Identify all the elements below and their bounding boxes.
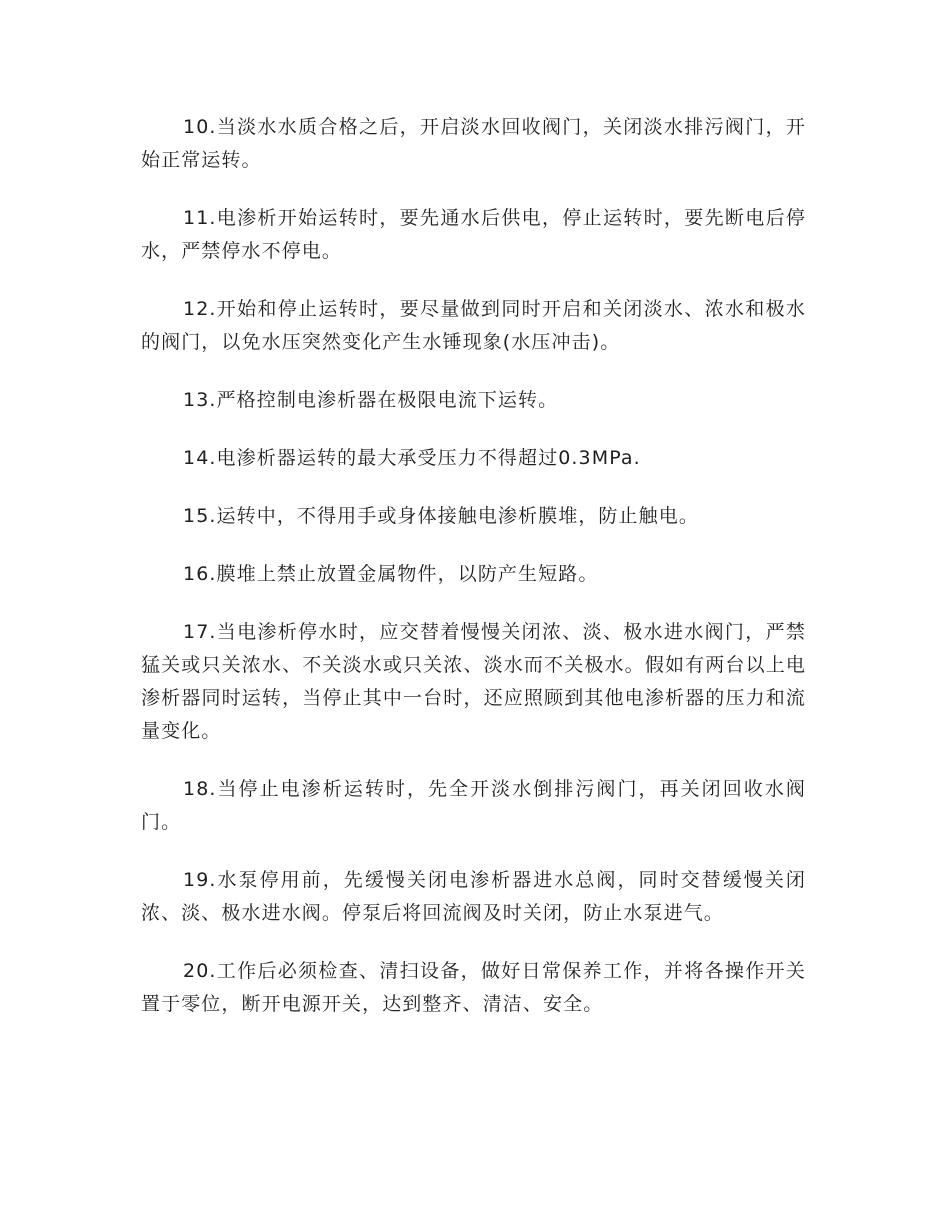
paragraph-20: 20.工作后必须检查、清扫设备，做好日常保养工作，并将各操作开关置于零位，断开电源开关，达到整齐、清洁、安全。 xyxy=(141,960,806,1015)
paragraph-12: 12.开始和停止运转时，要尽量做到同时开启和关闭淡水、浓水和极水的阀门，以免水压突然变化产生水锤现象(水压冲击)。 xyxy=(141,298,806,353)
paragraph-18: 18.当停止电渗析运转时，先全开淡水倒排污阀门，再关闭回收水阀门。 xyxy=(141,778,806,833)
paragraph-11: 11.电渗析开始运转时，要先通水后供电，停止运转时，要先断电后停水，严禁停水不停电。 xyxy=(141,207,806,262)
paragraph-14: 14.电渗析器运转的最大承受压力不得超过0.3MPa. xyxy=(183,447,641,469)
paragraph-15: 15.运转中，不得用手或身体接触电渗析膜堆，防止触电。 xyxy=(183,505,699,527)
paragraph-19: 19.水泵停用前，先缓慢关闭电渗析器进水总阀，同时交替缓慢关闭浓、淡、极水进水阀。停泵后将回流阀及时关闭，防止水泵进气。 xyxy=(141,869,806,924)
document-body xyxy=(141,111,806,1046)
paragraph-13: 13.严格控制电渗析器在极限电流下运转。 xyxy=(183,389,559,411)
paragraph-17: 17.当电渗析停水时，应交替着慢慢关闭浓、淡、极水进水阀门，严禁猛关或只关浓水、不关淡水或只关浓、淡水而不关极水。假如有两台以上电渗析器同时运转，当停止其中一台时，还应照顾到其他电渗析器的压力和流量变化。 xyxy=(141,621,806,742)
paragraph-10: 10.当淡水水质合格之后，开启淡水回收阀门，关闭淡水排污阀门，开始正常运转。 xyxy=(141,116,806,171)
paragraph-16: 16.膜堆上禁止放置金属物件，以防产生短路。 xyxy=(183,563,599,585)
